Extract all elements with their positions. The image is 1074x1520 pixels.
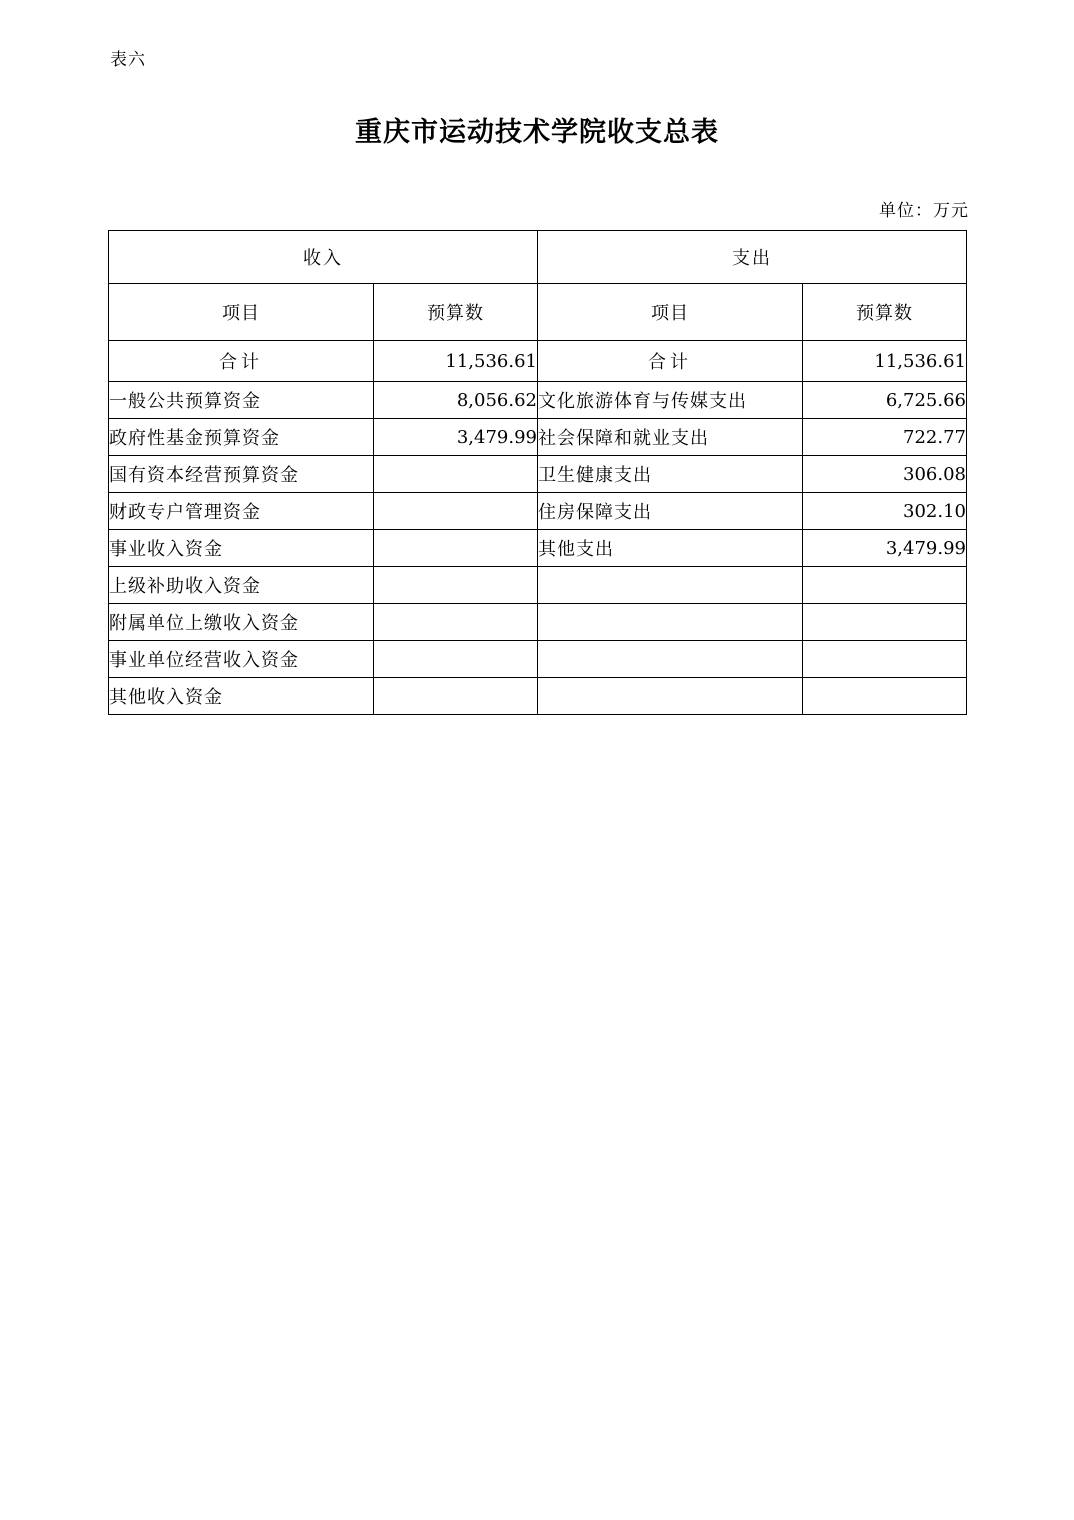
expenditure-item bbox=[538, 604, 803, 641]
expenditure-budget: 302.10 bbox=[803, 493, 967, 530]
income-budget bbox=[374, 530, 538, 567]
table-row bbox=[109, 419, 967, 456]
income-item: 事业收入资金 bbox=[109, 530, 374, 567]
total-income-value: 11,536.61 bbox=[374, 341, 538, 382]
table-row bbox=[109, 604, 967, 641]
sheet-label: 表六 bbox=[110, 50, 146, 70]
income-budget bbox=[374, 641, 538, 678]
income-budget bbox=[374, 567, 538, 604]
income-budget bbox=[374, 456, 538, 493]
income-item: 事业单位经营收入资金 bbox=[109, 641, 374, 678]
income-item: 国有资本经营预算资金 bbox=[109, 456, 374, 493]
income-item: 一般公共预算资金 bbox=[109, 382, 374, 419]
expenditure-budget bbox=[803, 678, 967, 715]
table-row-total bbox=[109, 341, 967, 382]
income-item: 财政专户管理资金 bbox=[109, 493, 374, 530]
column-header-expenditure-budget: 预算数 bbox=[803, 284, 967, 341]
total-income-label: 合计 bbox=[109, 341, 374, 382]
expenditure-item bbox=[538, 678, 803, 715]
expenditure-budget: 722.77 bbox=[803, 419, 967, 456]
table-column-header-row bbox=[109, 284, 967, 341]
expenditure-item: 文化旅游体育与传媒支出 bbox=[538, 382, 803, 419]
income-budget bbox=[374, 493, 538, 530]
expenditure-budget: 306.08 bbox=[803, 456, 967, 493]
income-budget bbox=[374, 604, 538, 641]
expenditure-budget bbox=[803, 604, 967, 641]
expenditure-item bbox=[538, 641, 803, 678]
budget-summary-table bbox=[108, 230, 967, 715]
column-header-income-budget: 预算数 bbox=[374, 284, 538, 341]
income-item: 政府性基金预算资金 bbox=[109, 419, 374, 456]
income-item: 上级补助收入资金 bbox=[109, 567, 374, 604]
table-row bbox=[109, 641, 967, 678]
expenditure-item bbox=[538, 567, 803, 604]
income-budget: 3,479.99 bbox=[374, 419, 538, 456]
expenditure-item: 社会保障和就业支出 bbox=[538, 419, 803, 456]
table-row bbox=[109, 382, 967, 419]
table-group-header-row bbox=[109, 231, 967, 284]
table-row bbox=[109, 493, 967, 530]
expenditure-item: 住房保障支出 bbox=[538, 493, 803, 530]
page-title: 重庆市运动技术学院收支总表 bbox=[355, 117, 719, 148]
income-budget bbox=[374, 678, 538, 715]
table-row bbox=[109, 678, 967, 715]
table-row bbox=[109, 530, 967, 567]
table-row bbox=[109, 456, 967, 493]
expenditure-item: 其他支出 bbox=[538, 530, 803, 567]
total-expenditure-label: 合计 bbox=[538, 341, 803, 382]
expenditure-item: 卫生健康支出 bbox=[538, 456, 803, 493]
unit-note: 单位：万元 bbox=[879, 201, 969, 221]
expenditure-budget: 3,479.99 bbox=[803, 530, 967, 567]
group-header-expenditure: 支出 bbox=[538, 231, 967, 284]
group-header-income: 收入 bbox=[109, 231, 538, 284]
expenditure-budget bbox=[803, 567, 967, 604]
column-header-expenditure-item: 项目 bbox=[538, 284, 803, 341]
column-header-income-item: 项目 bbox=[109, 284, 374, 341]
expenditure-budget: 6,725.66 bbox=[803, 382, 967, 419]
expenditure-budget bbox=[803, 641, 967, 678]
total-expenditure-value: 11,536.61 bbox=[803, 341, 967, 382]
income-item: 附属单位上缴收入资金 bbox=[109, 604, 374, 641]
table-row bbox=[109, 567, 967, 604]
income-budget: 8,056.62 bbox=[374, 382, 538, 419]
income-item: 其他收入资金 bbox=[109, 678, 374, 715]
